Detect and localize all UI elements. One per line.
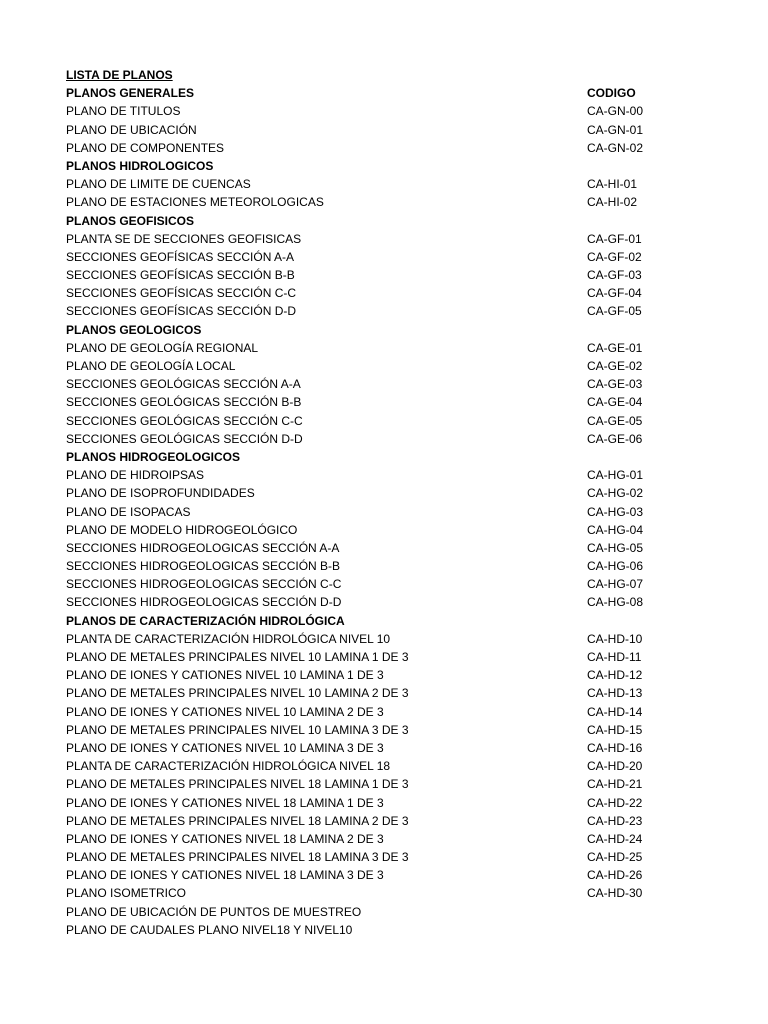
plan-code: CA-GN-02 — [587, 140, 644, 155]
plan-name: PLANO DE IONES Y CATIONES NIVEL 10 LAMINA 2 DE 3 — [66, 704, 384, 719]
plan-name: SECCIONES HIDROGEOLOGICAS SECCIÓN D-D — [66, 595, 342, 610]
plan-code: CA-HI-02 — [587, 195, 638, 210]
plan-name: SECCIONES HIDROGEOLOGICAS SECCIÓN A-A — [66, 540, 340, 555]
list-item — [66, 302, 666, 320]
plan-code: CA-GF-03 — [587, 268, 642, 283]
document-title: LISTA DE PLANOS — [66, 68, 173, 82]
plan-name: PLANO DE IONES Y CATIONES NIVEL 18 LAMINA 3 DE 3 — [66, 868, 384, 883]
list-item — [66, 830, 666, 848]
list-item — [66, 648, 666, 666]
plan-name: SECCIONES GEOFÍSICAS SECCIÓN D-D — [66, 304, 297, 319]
plan-code: CA-HG-04 — [587, 522, 644, 537]
plan-code: CA-HD-12 — [587, 668, 643, 683]
plan-code: CA-GE-06 — [587, 431, 643, 446]
list-item — [66, 866, 666, 884]
section-heading-row — [66, 212, 666, 230]
plan-name: PLANTA SE DE SECCIONES GEOFISICAS — [66, 231, 302, 246]
plan-name: SECCIONES GEOFÍSICAS SECCIÓN B-B — [66, 268, 295, 283]
plan-code: CA-GF-02 — [587, 249, 642, 264]
list-item — [66, 339, 666, 357]
list-item — [66, 375, 666, 393]
list-item — [66, 703, 666, 721]
plan-name: SECCIONES HIDROGEOLOGICAS SECCIÓN C-C — [66, 577, 342, 592]
section-heading: PLANOS HIDROLOGICOS — [66, 158, 214, 173]
plan-code: CA-HD-16 — [587, 740, 643, 755]
plan-list — [66, 66, 666, 939]
list-item — [66, 684, 666, 702]
list-item — [66, 721, 666, 739]
section-heading-row — [66, 84, 666, 102]
plan-code: CA-HD-11 — [587, 650, 642, 664]
section-heading-row — [66, 448, 666, 466]
list-item — [66, 248, 666, 266]
list-item — [66, 884, 666, 902]
plan-code: CA-GE-05 — [587, 413, 643, 428]
list-item — [66, 193, 666, 211]
list-item — [66, 666, 666, 684]
plan-name: PLANO DE METALES PRINCIPALES NIVEL 10 LAMINA 1 DE 3 — [66, 650, 409, 664]
plan-name: PLANO DE UBICACIÓN — [66, 122, 197, 137]
plan-name: PLANO DE METALES PRINCIPALES NIVEL 18 LAMINA 2 DE 3 — [66, 813, 409, 828]
plan-code: CA-HD-15 — [587, 722, 643, 737]
plan-code: CA-HG-07 — [587, 577, 644, 592]
plan-name: PLANO DE IONES Y CATIONES NIVEL 10 LAMINA 3 DE 3 — [66, 740, 384, 755]
section-heading: PLANOS GENERALES — [66, 86, 195, 101]
plan-code: CA-GE-04 — [587, 395, 643, 410]
plan-name: SECCIONES GEOLÓGICAS SECCIÓN B-B — [66, 395, 302, 410]
list-item — [66, 466, 666, 484]
plan-name: PLANO DE METALES PRINCIPALES NIVEL 18 LAMINA 3 DE 3 — [66, 850, 409, 865]
plan-code: CA-HD-22 — [587, 795, 643, 810]
plan-name: PLANO DE CAUDALES PLANO NIVEL18 Y NIVEL10 — [66, 922, 353, 937]
plan-code: CA-HG-03 — [587, 504, 644, 519]
list-item — [66, 575, 666, 593]
section-heading: PLANOS GEOLOGICOS — [66, 322, 202, 337]
code-column-header: CODIGO — [587, 86, 636, 101]
plan-name: PLANO DE COMPONENTES — [66, 140, 225, 155]
list-item — [66, 757, 666, 775]
plan-code: CA-GF-01 — [587, 231, 642, 246]
list-item — [66, 903, 666, 921]
plan-name: PLANO DE METALES PRINCIPALES NIVEL 18 LAMINA 1 DE 3 — [66, 777, 409, 792]
plan-name: PLANO DE UBICACIÓN DE PUNTOS DE MUESTREO — [66, 904, 362, 919]
section-heading-row — [66, 321, 666, 339]
list-item — [66, 412, 666, 430]
section-heading-row — [66, 612, 666, 630]
plan-code: CA-HD-30 — [587, 886, 643, 901]
list-item — [66, 630, 666, 648]
plan-name: SECCIONES HIDROGEOLOGICAS SECCIÓN B-B — [66, 559, 341, 574]
plan-code: CA-HG-02 — [587, 486, 644, 501]
plan-name: PLANO DE GEOLOGÍA REGIONAL — [66, 340, 259, 355]
list-item — [66, 503, 666, 521]
list-item — [66, 812, 666, 830]
plan-name: PLANTA DE CARACTERIZACIÓN HIDROLÓGICA NIVEL 18 — [66, 759, 391, 774]
plan-name: PLANO DE IONES Y CATIONES NIVEL 10 LAMINA 1 DE 3 — [66, 668, 384, 683]
plan-name: SECCIONES GEOLÓGICAS SECCIÓN A-A — [66, 377, 301, 392]
plan-code: CA-HG-01 — [587, 468, 644, 483]
list-item — [66, 393, 666, 411]
list-item — [66, 794, 666, 812]
plan-code: CA-HD-21 — [587, 777, 643, 792]
plan-name: PLANO DE GEOLOGÍA LOCAL — [66, 359, 236, 373]
plan-code: CA-GN-00 — [587, 104, 644, 119]
plan-code: CA-HD-13 — [587, 686, 643, 701]
plan-code: CA-HI-01 — [587, 177, 638, 192]
section-heading: PLANOS GEOFISICOS — [66, 213, 195, 228]
plan-code: CA-GE-03 — [587, 377, 643, 392]
list-item — [66, 521, 666, 539]
plan-code: CA-HD-23 — [587, 813, 643, 828]
list-item — [66, 175, 666, 193]
plan-name: SECCIONES GEOLÓGICAS SECCIÓN D-D — [66, 431, 303, 446]
plan-code: CA-GF-04 — [587, 286, 642, 301]
plan-name: PLANO DE IONES Y CATIONES NIVEL 18 LAMINA 2 DE 3 — [66, 831, 384, 846]
list-item — [66, 284, 666, 302]
plan-name: PLANO DE METALES PRINCIPALES NIVEL 10 LAMINA 3 DE 3 — [66, 722, 409, 737]
list-item — [66, 121, 666, 139]
list-item — [66, 102, 666, 120]
list-item — [66, 848, 666, 866]
plan-name: PLANO ISOMETRICO — [66, 886, 187, 901]
plan-code: CA-HD-14 — [587, 704, 643, 719]
plan-name: PLANO DE ISOPROFUNDIDADES — [66, 486, 255, 501]
section-heading: PLANOS HIDROGEOLOGICOS — [66, 449, 241, 464]
plan-name: SECCIONES GEOLÓGICAS SECCIÓN C-C — [66, 413, 303, 428]
plan-code: CA-GN-01 — [587, 122, 644, 137]
list-item — [66, 484, 666, 502]
plan-code: CA-HD-20 — [587, 759, 643, 774]
list-item — [66, 266, 666, 284]
plan-code: CA-HG-08 — [587, 595, 644, 610]
plan-name: PLANO DE METALES PRINCIPALES NIVEL 10 LAMINA 2 DE 3 — [66, 686, 409, 701]
list-item — [66, 139, 666, 157]
plan-code: CA-HD-26 — [587, 868, 643, 883]
list-item — [66, 430, 666, 448]
list-item — [66, 539, 666, 557]
plan-name: PLANTA DE CARACTERIZACIÓN HIDROLÓGICA NIVEL 10 — [66, 631, 391, 646]
plan-code: CA-HG-05 — [587, 540, 644, 555]
list-item — [66, 557, 666, 575]
plan-name: PLANO DE TITULOS — [66, 104, 181, 119]
plan-name: PLANO DE ISOPACAS — [66, 504, 191, 519]
plan-code: CA-GF-05 — [587, 304, 642, 319]
document-title-row — [66, 66, 666, 84]
plan-code: CA-GE-01 — [587, 340, 643, 355]
plan-code: CA-HD-25 — [587, 850, 643, 865]
plan-code: CA-GE-02 — [587, 359, 643, 373]
list-item — [66, 230, 666, 248]
plan-code: CA-HG-06 — [587, 559, 644, 574]
plan-name: PLANO DE ESTACIONES METEOROLOGICAS — [66, 195, 324, 210]
plan-name: SECCIONES GEOFÍSICAS SECCIÓN A-A — [66, 249, 295, 264]
plan-name: PLANO DE HIDROIPSAS — [66, 468, 205, 483]
list-item — [66, 593, 666, 611]
plan-code: CA-HD-24 — [587, 831, 643, 846]
plan-name: PLANO DE IONES Y CATIONES NIVEL 18 LAMINA 1 DE 3 — [66, 795, 384, 810]
list-item — [66, 775, 666, 793]
plan-name: PLANO DE LIMITE DE CUENCAS — [66, 177, 251, 192]
list-item — [66, 739, 666, 757]
plan-name: PLANO DE MODELO HIDROGEOLÓGICO — [66, 522, 298, 537]
plan-code: CA-HD-10 — [587, 631, 643, 646]
list-item — [66, 357, 666, 375]
section-heading-row — [66, 157, 666, 175]
list-item — [66, 921, 666, 939]
section-heading: PLANOS DE CARACTERIZACIÓN HIDROLÓGICA — [66, 613, 345, 628]
plan-name: SECCIONES GEOFÍSICAS SECCIÓN C-C — [66, 286, 297, 301]
